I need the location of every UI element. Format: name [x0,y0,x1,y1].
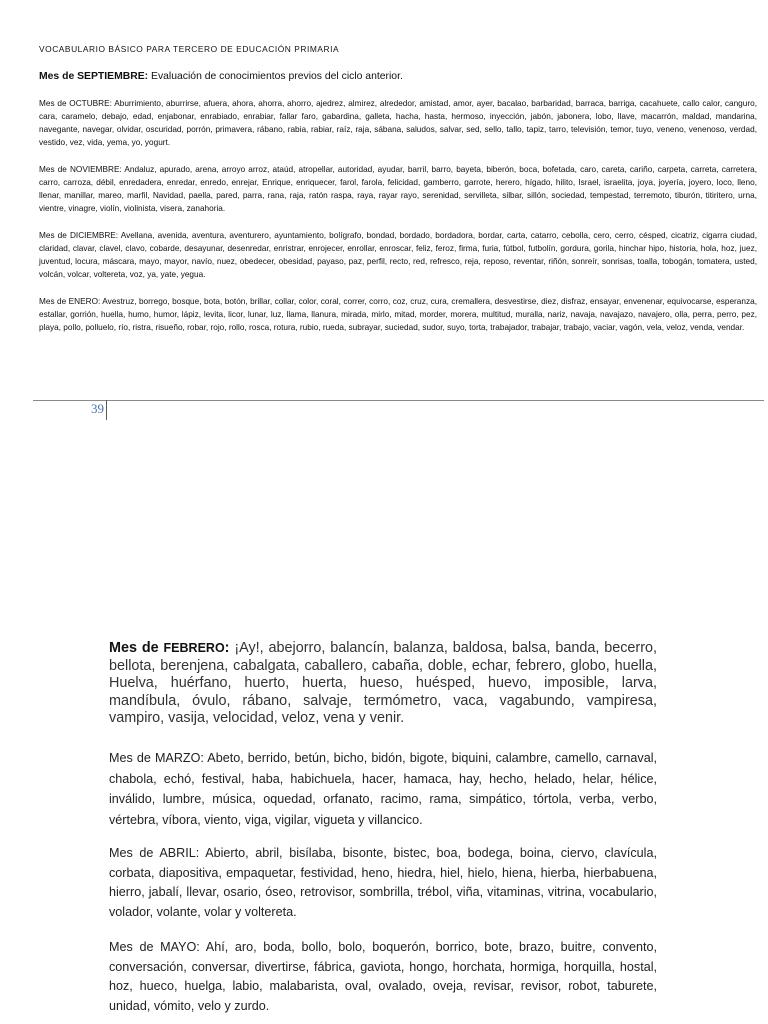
month-abril-paragraph [109,844,657,922]
month-mayo-label: Mes de MAYO: [109,940,206,954]
month-noviembre-label: Mes de NOVIEMBRE: [39,165,125,174]
month-septiembre-label: Mes de SEPTIEMBRE: [39,71,152,82]
month-mayo-paragraph [109,938,657,1016]
page-number: 39 [91,401,104,416]
month-septiembre-paragraph [39,70,757,84]
month-octubre-paragraph [39,97,757,149]
month-febrero-colon: : [224,640,235,656]
footer-divider [33,400,764,401]
month-octubre-label: Mes de OCTUBRE: [39,99,115,108]
page-top [0,0,768,400]
month-octubre-words: Aburrimiento, aburrirse, afuera, ahora, ahorra, ahorro, ajedrez, almirez, alrededor, amistad, amor, ayer, bacalao, barbaridad, barraca, barriga, cacahuete, callo calor, canguro, cara, caramelo, debajo, edad, enjabonar, enrabiado, enrabiar, fallar faro, gabardina, galleta, hacha, hasta, hermoso, inyección, jabón, jabonera, lobo, llave, macarrón, maldad, mandarina, navegante, navegar, olvidar, oscuridad, porrón, primavera, rábano, rabia, rabiar, raíz, raja, sábana, saludos, salvar, sed, sello, tallo, tapiz, tarro, televisión, temor, tuyo, veneno, venenoso, verdad, vestido, vez, vida, yema, yo, yogurt. [39,99,757,148]
month-febrero-name: FEBRERO [163,641,225,655]
month-abril-words: Abierto, abril, bisílaba, bisonte, bistec, boa, bodega, boina, ciervo, clavícula, corbata, diapositiva, empaquetar, festividad, heno, hiedra, hiel, hielo, hiena, hierba, hierbabuena, hierro, jabalí, llevar, osario, óseo, retrovisor, sombrilla, trébol, viña, vitaminas, vitrina, vocabulario, volador, volante, volar y voltereta. [109,846,657,919]
document-title: VOCABULARIO BÁSICO PARA TERCERO DE EDUCACIÓN PRIMARIA [39,44,340,54]
month-febrero-paragraph [109,640,657,728]
month-diciembre-paragraph [39,229,757,281]
month-marzo-paragraph [109,748,657,830]
month-enero-paragraph [39,295,757,334]
month-enero-words: Avestruz, borrego, bosque, bota, botón, brillar, collar, color, coral, correr, corro, coz, cruz, cura, cremallera, desvestirse, diez, disfraz, ensayar, envenenar, equivocarse, esperanza, estallar, gorrión, huella, humo, humor, lápiz, levita, licor, lunar, luz, llama, llanura, mirada, mirlo, mitad, morder, morera, multitud, muralla, nariz, navaja, navajazo, navajero, olla, perra, perro, pez, playa, pollo, polluelo, río, ristra, risueño, robar, rojo, rollo, rosca, rotura, rubio, rueda, subrayar, suciedad, sudor, suyo, torta, trabajador, trabajar, trabajo, vaciar, vagón, vela, veloz, venda, vendar. [39,297,757,333]
month-abril-label: Mes de ABRIL: [109,846,206,860]
month-febrero-label [109,640,234,656]
month-enero-label: Mes de ENERO: [39,297,103,306]
month-marzo-label: Mes de MARZO: [109,751,208,765]
month-marzo-words: Abeto, berrido, betún, bicho, bidón, bigote, biquini, calambre, camello, carnaval, chabola, echó, festival, haba, habichuela, hacer, hamaca, hay, hecho, helado, helar, hélice, inválido, lumbre, música, oquedad, orfanato, racimo, rama, simpático, tórtola, verba, verbo, vértebra, víbora, viento, viga, vigilar, vigueta y villancico. [109,751,657,827]
month-febrero-prefix: Mes de [109,640,164,656]
month-noviembre-paragraph [39,163,757,215]
month-noviembre-words: Andaluz, apurado, arena, arroyo arroz, ataúd, atropellar, autoridad, ayudar, barril, barro, bayeta, biberón, boca, bofetada, caro, careta, cariño, carpeta, carreta, carretera, carro, carroza, débil, enredadera, enredar, enredo, enrejar, Enrique, enriquecer, farol, farola, felicidad, gamberro, garrote, herero, hígado, hilito, Israel, israelita, joya, joyería, joyero, loco, lleno, llenar, manillar, mareo, marfil, Navidad, paella, pared, parra, rana, raja, ratón raspa, raya, rayar rayo, serenidad, servilleta, silbar, sillón, sociedad, tempestad, terremoto, tiburón, titiritero, urna, vientre, vinagre, violín, violinista, visera, zanahoria. [39,165,758,214]
month-diciembre-label: Mes de DICIEMBRE: [39,231,121,240]
month-septiembre-text: Evaluación de conocimientos previos del ciclo anterior. [151,71,403,82]
month-diciembre-words: Avellana, avenida, aventura, aventurero, ayuntamiento, bolígrafo, bondad, bordado, bordadora, bordar, carta, catarro, cebolla, cero, cerro, césped, cicatriz, cigarra ciudad, claridad, clavar, clavel, clavo, cobarde, desayunar, desenredar, enristrar, enrojecer, enrollar, enroscar, feliz, feroz, firma, furia, fútbol, futbolín, gordura, gorila, hinchar hipo, historia, hola, hoz, juez, juventud, locura, máscara, mayo, mayor, navío, nuez, obedecer, obesidad, payaso, paz, perfil, recto, red, refresco, reja, reposo, reventar, riñón, sonreír, sonrisas, toalla, tobogán, tomatera, usted, volcán, volcar, voltereta, voz, ya, yate, yegua. [39,231,757,280]
month-febrero-words: ¡Ay!, abejorro, balancín, balanza, baldosa, balsa, banda, becerro, bellota, berenjena, cabalgata, caballero, cabaña, doble, echar, febrero, globo, huella, Huelva, huérfano, huerto, huerta, hueso, huésped, huevo, imposible, larva, mandíbula, óvulo, rábano, salvaje, termómetro, vaca, vagabundo, vampiresa, vampiro, vasija, velocidad, veloz, vena y venir. [109,640,657,727]
page-number-separator [106,400,107,420]
month-mayo-words: Ahí, aro, boda, bollo, bolo, boquerón, borrico, bote, brazo, buitre, convento, conversación, conversar, divertirse, fábrica, gaviota, hongo, horchata, hormiga, horquilla, hostal, hoz, hueco, huelga, labio, malabarista, oval, ovalado, oveja, revisar, revisor, robot, taburete, unidad, vómito, velo y zurdo. [109,940,657,1013]
